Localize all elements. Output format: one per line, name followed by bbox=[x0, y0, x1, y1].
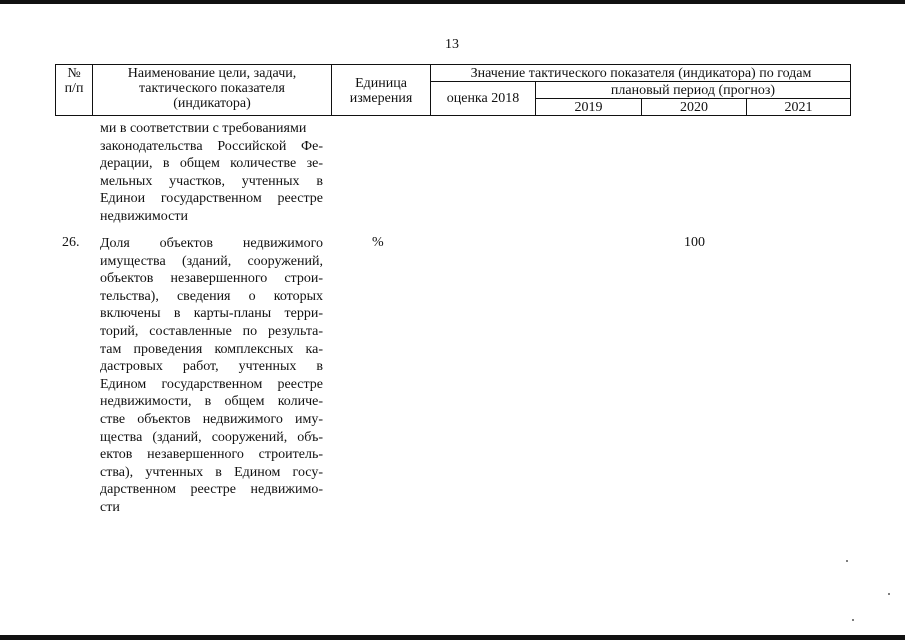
indicator-line: ектов незавершенного строитель- bbox=[100, 447, 323, 463]
table-header bbox=[55, 64, 851, 116]
continuation-line: мельных участков, учтенных в bbox=[100, 173, 323, 189]
header-col-number bbox=[56, 66, 92, 96]
continuation-line: ми в соответствии с требованиями bbox=[100, 121, 307, 136]
row-value-2020: 100 bbox=[684, 235, 705, 250]
header-col-values-title: Значение тактического показателя (индикатора) по годам bbox=[470, 66, 812, 81]
continuation-line: недвижимости bbox=[100, 208, 188, 224]
row-number: 26. bbox=[62, 235, 80, 250]
indicator-line: имущества (зданий, сооружений, bbox=[100, 253, 323, 269]
header-col-name bbox=[93, 66, 331, 111]
header-year-2020: 2020 bbox=[680, 100, 708, 115]
header-col-unit bbox=[332, 76, 430, 106]
continuation-line: дерации, в общем количестве зе- bbox=[100, 156, 323, 172]
indicator-line: стве объектов недвижимого иму- bbox=[100, 411, 323, 427]
indicator-line: дарственном реестре недвижимо- bbox=[100, 482, 323, 498]
page-number: 13 bbox=[445, 37, 459, 52]
header-divider bbox=[430, 81, 850, 82]
indicator-line: Доля объектов недвижимого bbox=[100, 236, 323, 251]
header-col-name-line: Наименование цели, задачи, bbox=[127, 66, 297, 81]
row-indicator-name bbox=[100, 235, 323, 517]
header-col-estimate: оценка 2018 bbox=[446, 91, 520, 106]
scan-speck bbox=[888, 593, 890, 595]
scan-speck bbox=[852, 619, 854, 621]
indicator-line: там проведения комплексных ка- bbox=[100, 341, 323, 357]
row-unit: % bbox=[372, 235, 384, 250]
header-divider bbox=[535, 98, 850, 99]
header-col-unit-line: измерения bbox=[349, 91, 413, 106]
indicator-line: недвижимости, в общем количе- bbox=[100, 394, 323, 410]
bottom-border-rule bbox=[0, 635, 905, 640]
indicator-line: объектов незавершенного строи- bbox=[100, 271, 323, 287]
header-col-number-line: № bbox=[67, 66, 81, 81]
header-col-plan-title: плановый период (прогноз) bbox=[610, 83, 776, 98]
header-col-unit-line: Единица bbox=[355, 76, 407, 91]
continuation-text bbox=[100, 120, 323, 226]
top-border-rule bbox=[0, 0, 905, 4]
indicator-line: ства), учтенных в Едином госу- bbox=[100, 464, 323, 480]
scan-speck bbox=[846, 560, 848, 562]
header-col-number-line: п/п bbox=[64, 81, 84, 96]
indicator-line: сти bbox=[100, 499, 120, 515]
indicator-line: тельства), сведения о которых bbox=[100, 288, 323, 304]
indicator-line: включены в карты-планы терри- bbox=[100, 306, 323, 322]
indicator-line: дастровых работ, учтенных в bbox=[100, 359, 323, 375]
header-col-name-line: (индикатора) bbox=[173, 96, 251, 111]
header-year-2021: 2021 bbox=[784, 100, 813, 115]
header-year-2019: 2019 bbox=[574, 100, 603, 115]
indicator-line: Едином государственном реестре bbox=[100, 376, 323, 392]
indicator-line: торий, составленные по результа- bbox=[100, 323, 323, 339]
continuation-line: Единои государственном реестре bbox=[100, 191, 323, 207]
indicator-line: щества (зданий, сооружений, объ- bbox=[100, 429, 323, 445]
header-col-name-line: тактического показателя bbox=[139, 81, 285, 96]
continuation-line: законодательства Российской Фе- bbox=[100, 138, 323, 154]
